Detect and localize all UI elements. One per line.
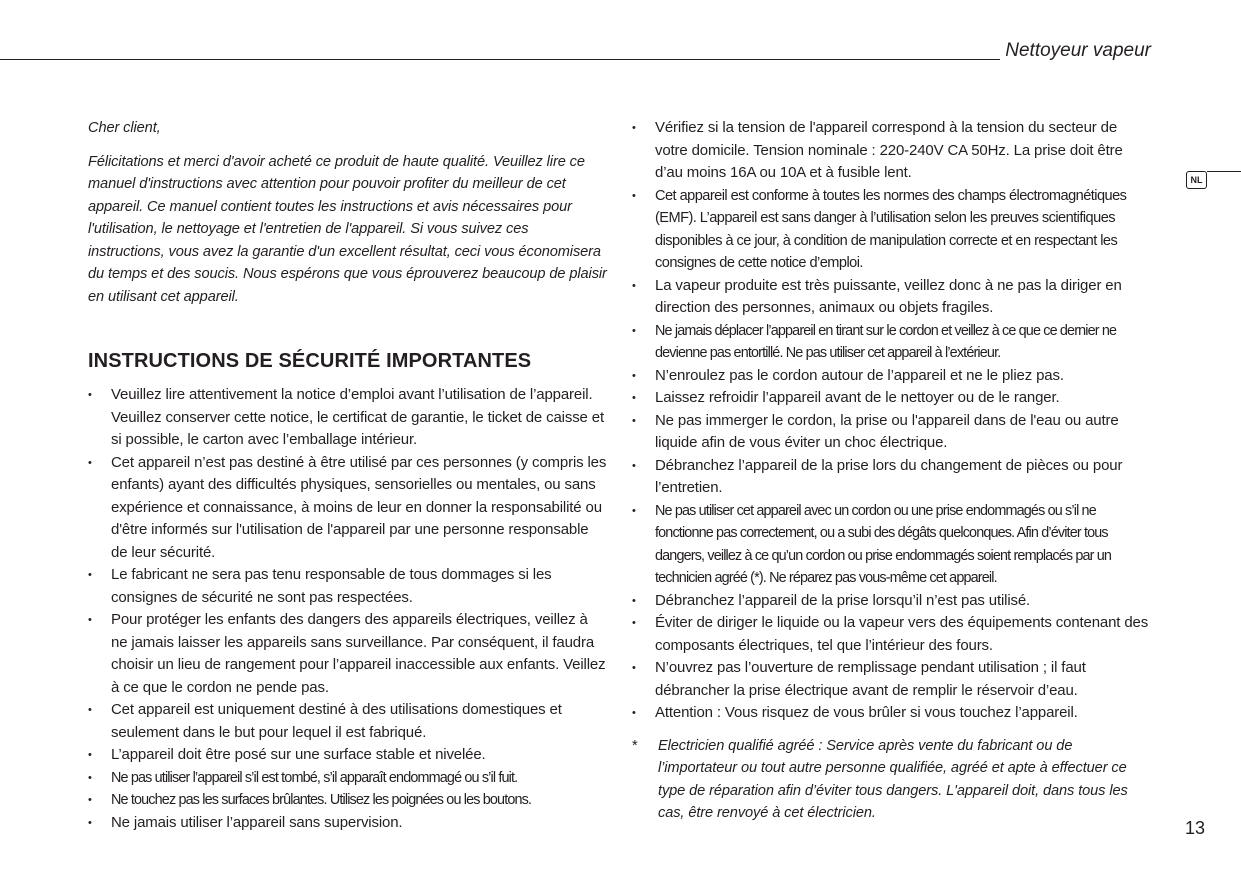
- list-item: • Débranchez l’appareil de la prise lorsqu’il n’est pas utilisé.: [632, 590, 1152, 613]
- list-item: • Ne pas utiliser l’appareil s’il est tombé, s’il apparaît endommagé ou s’il fuit.: [88, 767, 608, 790]
- greeting: Cher client,: [88, 120, 161, 136]
- list-item: • La vapeur produite est très puissante, veillez donc à ne pas la diriger en direction des personnes, animaux ou objets fragiles.: [632, 275, 1152, 320]
- list-item: • Éviter de diriger le liquide ou la vapeur vers des équipements contenant des composants électriques, tel que l’intérieur des fours.: [632, 612, 1152, 657]
- language-tab: NL: [1186, 171, 1207, 189]
- right-column: [632, 117, 1152, 825]
- list-item: • Vérifiez si la tension de l'appareil correspond à la tension du secteur de votre domicile. Tension nominale : 220-240V CA 50Hz. La prise doit être d’au moins 16A ou 10A et à fusible lent.: [632, 117, 1152, 185]
- list-item: • Cet appareil n’est pas destiné à être utilisé par ces personnes (y compris les enfants) ayant des difficultés physiques, sensorielles ou mentales, ou sans expérience et connaissance, à moins de leur en donner la responsabilité ou d'être informés sur l'utilisation de l'appareil par une personne responsable de leur sécurité.: [88, 452, 608, 565]
- header-title: Nettoyeur vapeur: [1005, 40, 1151, 61]
- header-rule: [0, 59, 1000, 60]
- list-item: • N’ouvrez pas l’ouverture de remplissage pendant utilisation ; il faut débrancher la prise électrique avant de remplir le réservoir d’eau.: [632, 657, 1152, 702]
- page-number: 13: [1185, 818, 1206, 838]
- section-title: INSTRUCTIONS DE SÉCURITÉ IMPORTANTES: [88, 350, 532, 372]
- intro-paragraph: Félicitations et merci d'avoir acheté ce produit de haute qualité. Veuillez lire ce manuel d'instructions avec attention pour pouvoir profiter du meilleur de cet appareil. Ce manuel contient toutes les instructions et avis nécessaires pour l'utilisation, le nettoyage et l'entretien de l'appareil. Si vous suivez ces instructions, vous avez la garantie d'un excellent résultat, ceci vous économisera du temps et des soucis. Nous espérons que vous éprouverez beaucoup de plaisir en utilisant cet appareil.: [88, 153, 607, 305]
- list-item: • Veuillez lire attentivement la notice d’emploi avant l’utilisation de l’appareil. Veuillez conserver cette notice, le certificat de garantie, le ticket de caisse et si possible, le carton avec l’emballage intérieur.: [88, 384, 608, 452]
- list-item: • Ne jamais déplacer l’appareil en tirant sur le cordon et veillez à ce que ce dernier ne devienne pas entortillé. Ne pas utiliser cet appareil à l’extérieur.: [632, 320, 1152, 365]
- list-item: • Ne pas utiliser cet appareil avec un cordon ou une prise endommagés ou s’il ne fonctionne pas correctement, ou a subi des dégâts quelconques. Afin d’éviter tous dangers, veillez à ce qu’un cordon ou prise endommagés soient remplacés par un technicien agréé (*). Ne réparez pas vous-même cet appareil.: [632, 500, 1152, 590]
- list-item: • L’appareil doit être posé sur une surface stable et nivelée.: [88, 744, 608, 767]
- list-item: • Cet appareil est uniquement destiné à des utilisations domestiques et seulement dans le but pour lequel il est fabriqué.: [88, 699, 608, 744]
- list-item: • Ne jamais utiliser l’appareil sans supervision.: [88, 812, 608, 835]
- list-item: • Le fabricant ne sera pas tenu responsable de tous dommages si les consignes de sécurité ne sont pas respectées.: [88, 564, 608, 609]
- safety-list-right: [632, 117, 1152, 725]
- footnote-marker: *: [632, 737, 638, 754]
- safety-list-left: [88, 384, 608, 834]
- list-item: • Ne pas immerger le cordon, la prise ou l'appareil dans de l'eau ou autre liquide afin de vous éviter un choc électrique.: [632, 410, 1152, 455]
- footnote-text: Electricien qualifié agréé : Service après vente du fabricant ou de l’importateur ou tout autre personne qualifiée, agréé et apte à effectuer ce type de réparation afin d’éviter tous dangers. L'appareil doit, dans tous les cas, être renvoyé à cet électricien.: [658, 737, 1128, 821]
- left-column: [88, 117, 608, 834]
- list-item: • N’enroulez pas le cordon autour de l’appareil et ne le pliez pas.: [632, 365, 1152, 388]
- footnote: [632, 735, 1152, 825]
- list-item: • Débranchez l’appareil de la prise lors du changement de pièces ou pour l’entretien.: [632, 455, 1152, 500]
- list-item: • Ne touchez pas les surfaces brûlantes. Utilisez les poignées ou les boutons.: [88, 789, 608, 812]
- language-tab-rule: [1207, 171, 1241, 172]
- list-item: • Pour protéger les enfants des dangers des appareils électriques, veillez à ne jamais laisser les appareils sans surveillance. Par conséquent, il faudra choisir un lieu de rangement pour l’appareil inaccessible aux enfants. Veillez à ce que le cordon ne pende pas.: [88, 609, 608, 699]
- list-item: • Attention : Vous risquez de vous brûler si vous touchez l’appareil.: [632, 702, 1152, 725]
- list-item: • Cet appareil est conforme à toutes les normes des champs électromagnétiques (EMF). L’appareil est sans danger à l’utilisation selon les preuves scientifiques disponibles à ce jour, à condition de manipulation correcte et en respectant les consignes de cette notice d’emploi.: [632, 185, 1152, 275]
- list-item: • Laissez refroidir l’appareil avant de le nettoyer ou de le ranger.: [632, 387, 1152, 410]
